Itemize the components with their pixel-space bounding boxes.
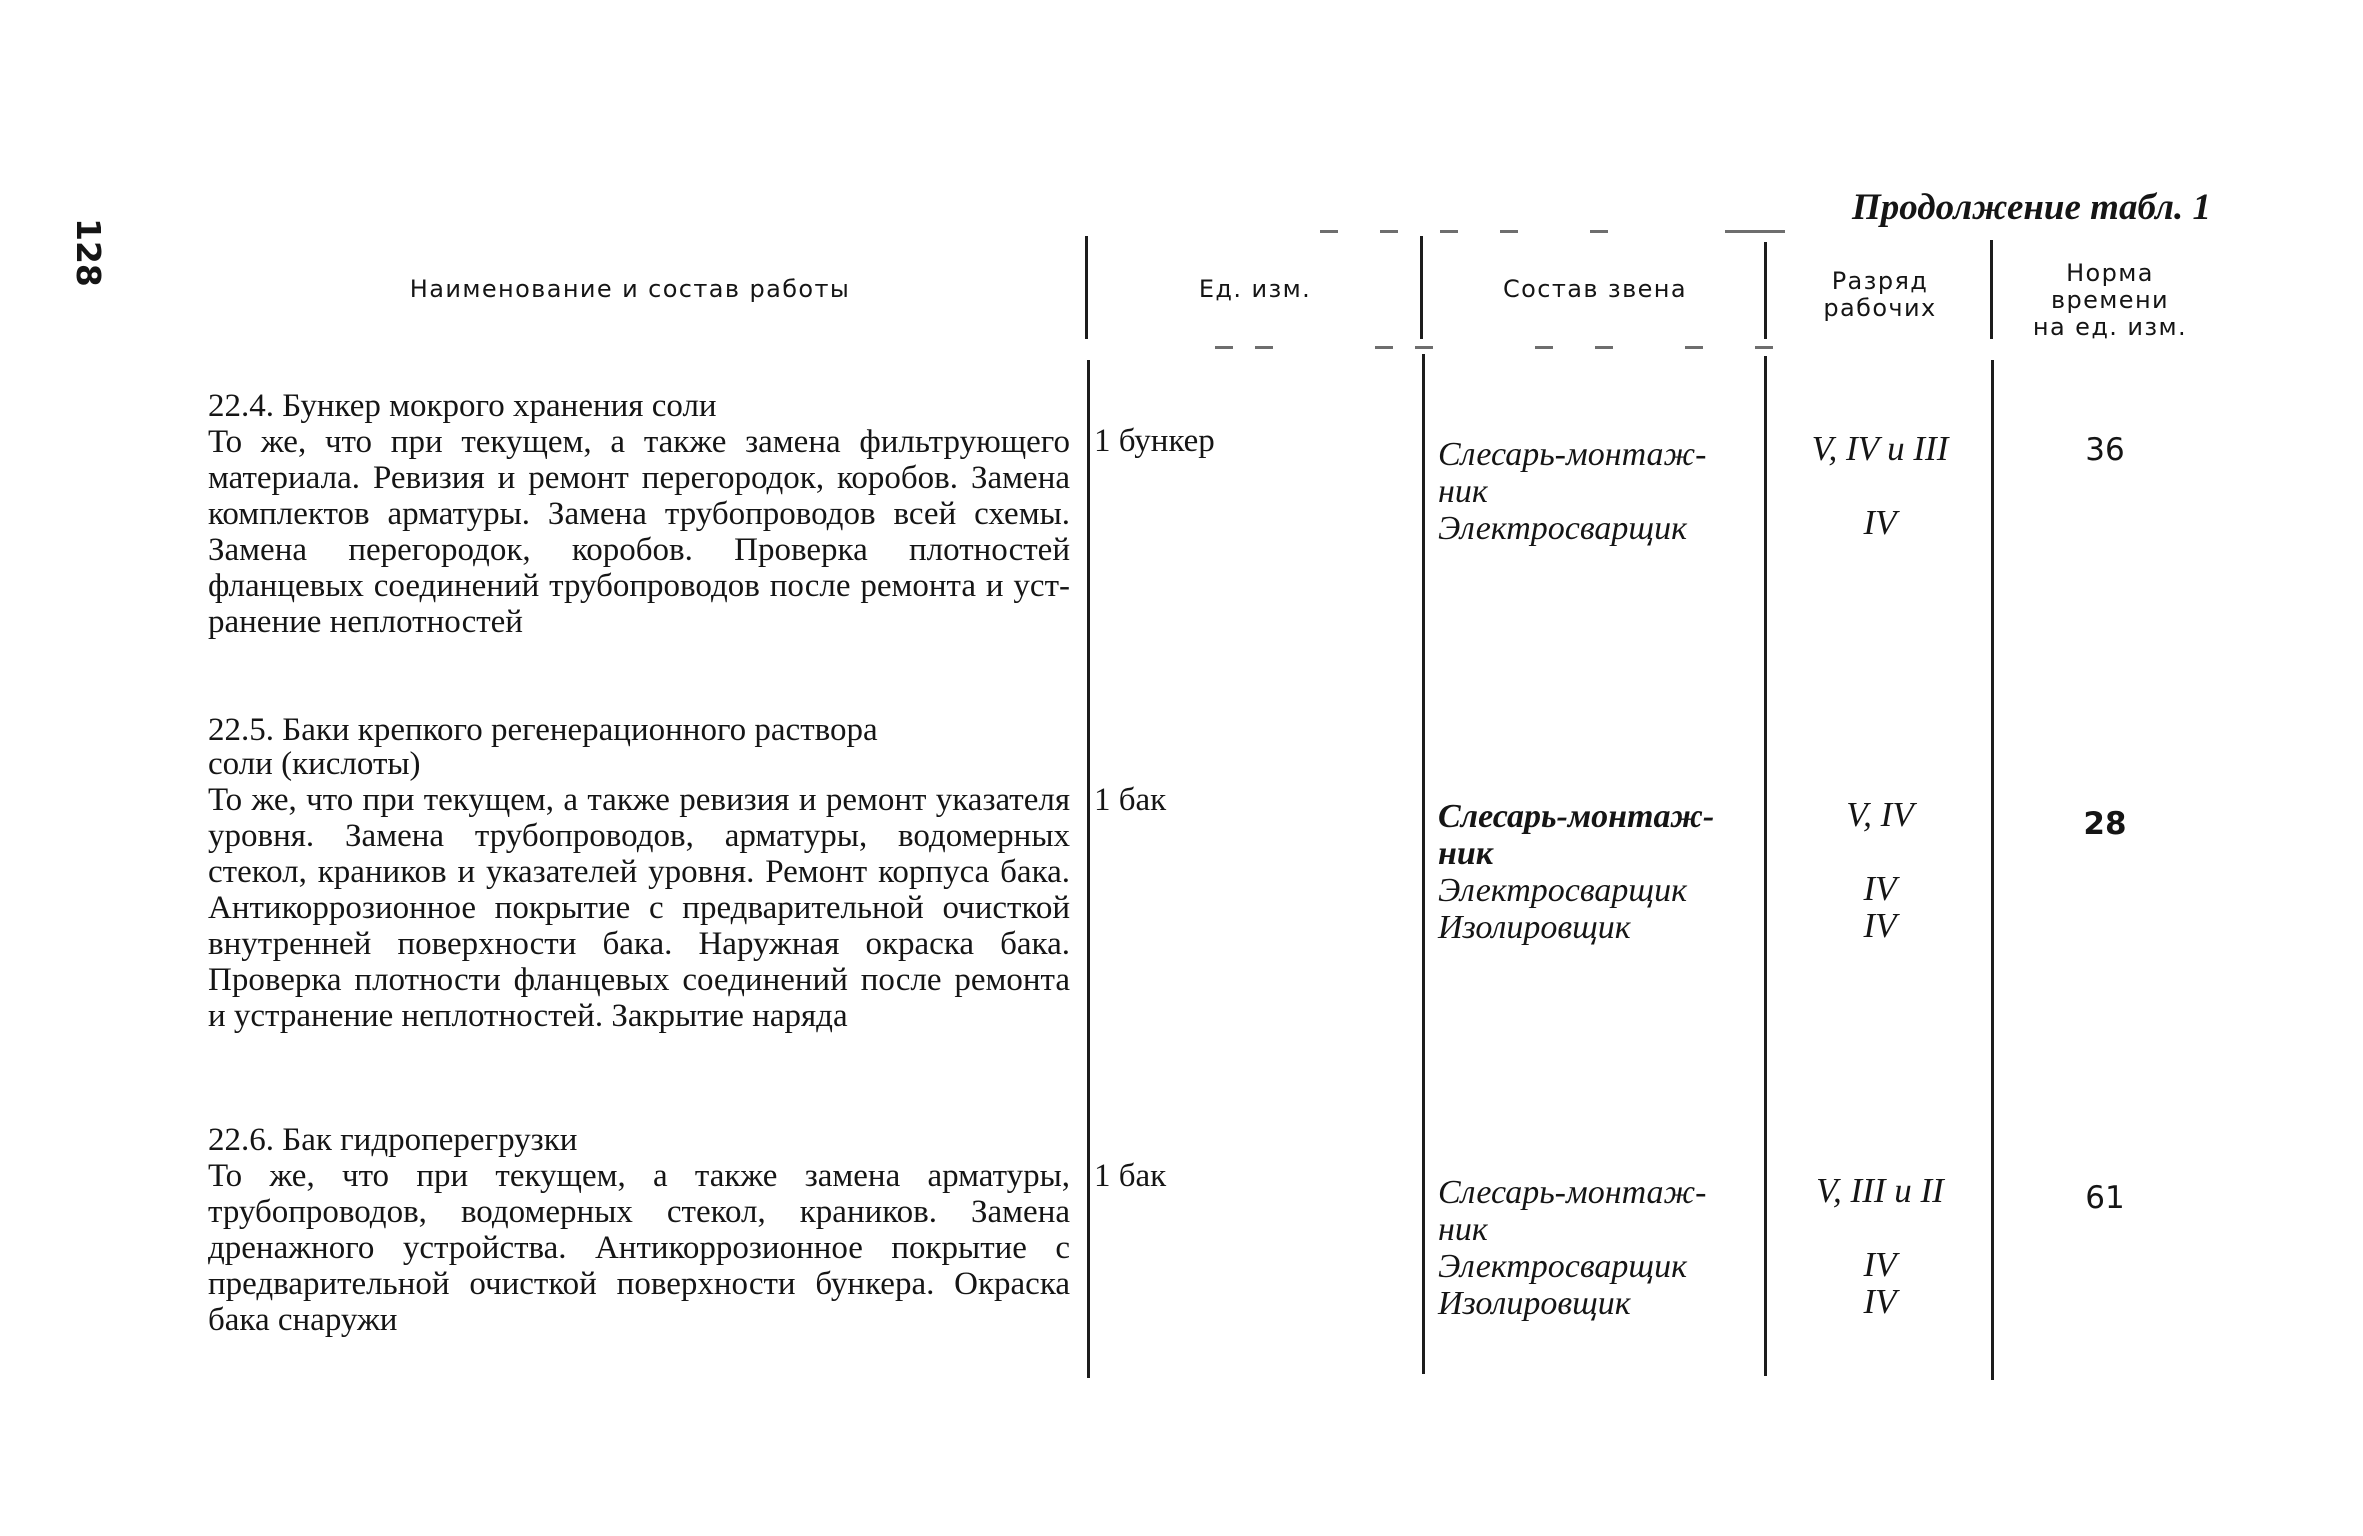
page-number: 128 [69, 218, 108, 287]
header-norm-line2: времени [2050, 286, 2170, 314]
row-grades [1770, 430, 1990, 541]
header-divider-4 [1990, 240, 1993, 339]
row-unit: 1 бункер [1094, 423, 1215, 459]
table-continuation-label: Продолжение табл. 1 [1852, 187, 2211, 228]
header-norm-line1: Норма [2066, 259, 2154, 287]
header-norm [2000, 260, 2220, 341]
row-title-continuation: соли (кислоты) [208, 746, 421, 782]
grade-line [1770, 467, 1990, 504]
grade-line [1770, 1209, 1990, 1246]
row-norm: 61 [2085, 1180, 2125, 1216]
crew-line: Изолировщик [1438, 909, 1631, 946]
row-title: 22.6. Бак гидроперегрузки [208, 1122, 578, 1158]
row-unit: 1 бак [1094, 782, 1167, 818]
header-grade-line1: Разряд [1831, 267, 1929, 295]
grade-line: IV [1863, 906, 1897, 945]
crew-line: Электросварщик [1438, 1248, 1687, 1285]
header-name: Наименование и состав работы [409, 275, 851, 303]
row-description: То же, что при текущем, а также ревизия и ремонт указателя уровня. Замена трубопроводов, арматуры, водомерных стекол, краников и указателей уровня. Ремонт корпуса бака. Антикоррозионное покрытие с предварительной очисткой внутренней поверхности бака. Наружная окраска бака. Проверка плотности фланцевых соединений после ремонта и устранение неплотностей. Закрытие наряда [208, 782, 1070, 1034]
header-grade [1770, 268, 1990, 322]
body-divider-1 [1087, 360, 1090, 1378]
crew-line: Слесарь-монтаж- [1438, 1174, 1707, 1211]
body-divider-4 [1991, 360, 1994, 1380]
crew-line: ник [1438, 835, 1494, 872]
header-norm-line3: на ед. изм. [2032, 313, 2188, 341]
grade-line: V, III и II [1816, 1171, 1944, 1210]
row-title: 22.4. Бункер мокрого хранения соли [208, 388, 717, 424]
body-divider-3 [1764, 356, 1767, 1376]
crew-line: ник [1438, 473, 1488, 510]
header-unit: Ед. изм. [1198, 275, 1312, 303]
grade-line: IV [1863, 869, 1897, 908]
row-norm: 28 [2083, 806, 2127, 842]
row-crew [1438, 436, 1758, 547]
grade-line: V, IV [1846, 795, 1914, 834]
header-bottom-rule [1215, 346, 1775, 349]
row-description: То же, что при текущем, а также замена фильтрующего материала. Ревизия и ремонт перегородок, коробов. Замена комплектов арматуры. Замена трубопроводов всей схемы. Замена перегородок, коробов. Проверка плотностей фланцевых соединений трубопроводов после ремонта и устранение неплотностей [208, 424, 1070, 640]
header-top-rule-right [1725, 230, 1805, 233]
row-grades [1770, 1172, 1990, 1320]
header-top-rule [1320, 230, 1620, 233]
body-divider-2 [1422, 354, 1425, 1374]
crew-line: ник [1438, 1211, 1488, 1248]
crew-line: Электросварщик [1438, 510, 1687, 547]
crew-line: Изолировщик [1438, 1285, 1631, 1322]
crew-line: Слесарь-монтаж- [1438, 798, 1715, 835]
header-divider-1 [1085, 236, 1088, 339]
row-crew [1438, 798, 1758, 946]
header-grade-line2: рабочих [1823, 294, 1937, 322]
row-norm: 36 [2085, 432, 2125, 468]
header-crew: Состав звена [1503, 275, 1687, 303]
header-divider-3 [1764, 242, 1767, 339]
crew-line: Слесарь-монтаж- [1438, 436, 1707, 473]
row-unit: 1 бак [1094, 1158, 1167, 1194]
grade-line: V, IV и III [1811, 429, 1949, 468]
crew-line: Электросварщик [1438, 872, 1687, 909]
grade-line: IV [1863, 503, 1897, 542]
header-divider-2 [1420, 236, 1423, 339]
row-grades [1770, 796, 1990, 944]
row-title: 22.5. Баки крепкого регенерационного раствора [208, 712, 878, 748]
grade-line [1770, 833, 1990, 870]
row-description: То же, что при текущем, а также замена арматуры, трубопроводов, водомерных стекол, краников. Замена дренажного устройства. Антикоррозионное покрытие с предварительной очисткой поверхности бункера. Окраска бака снаружи [208, 1158, 1070, 1338]
grade-line: IV [1863, 1245, 1897, 1284]
row-crew [1438, 1174, 1758, 1322]
grade-line: IV [1863, 1282, 1897, 1321]
